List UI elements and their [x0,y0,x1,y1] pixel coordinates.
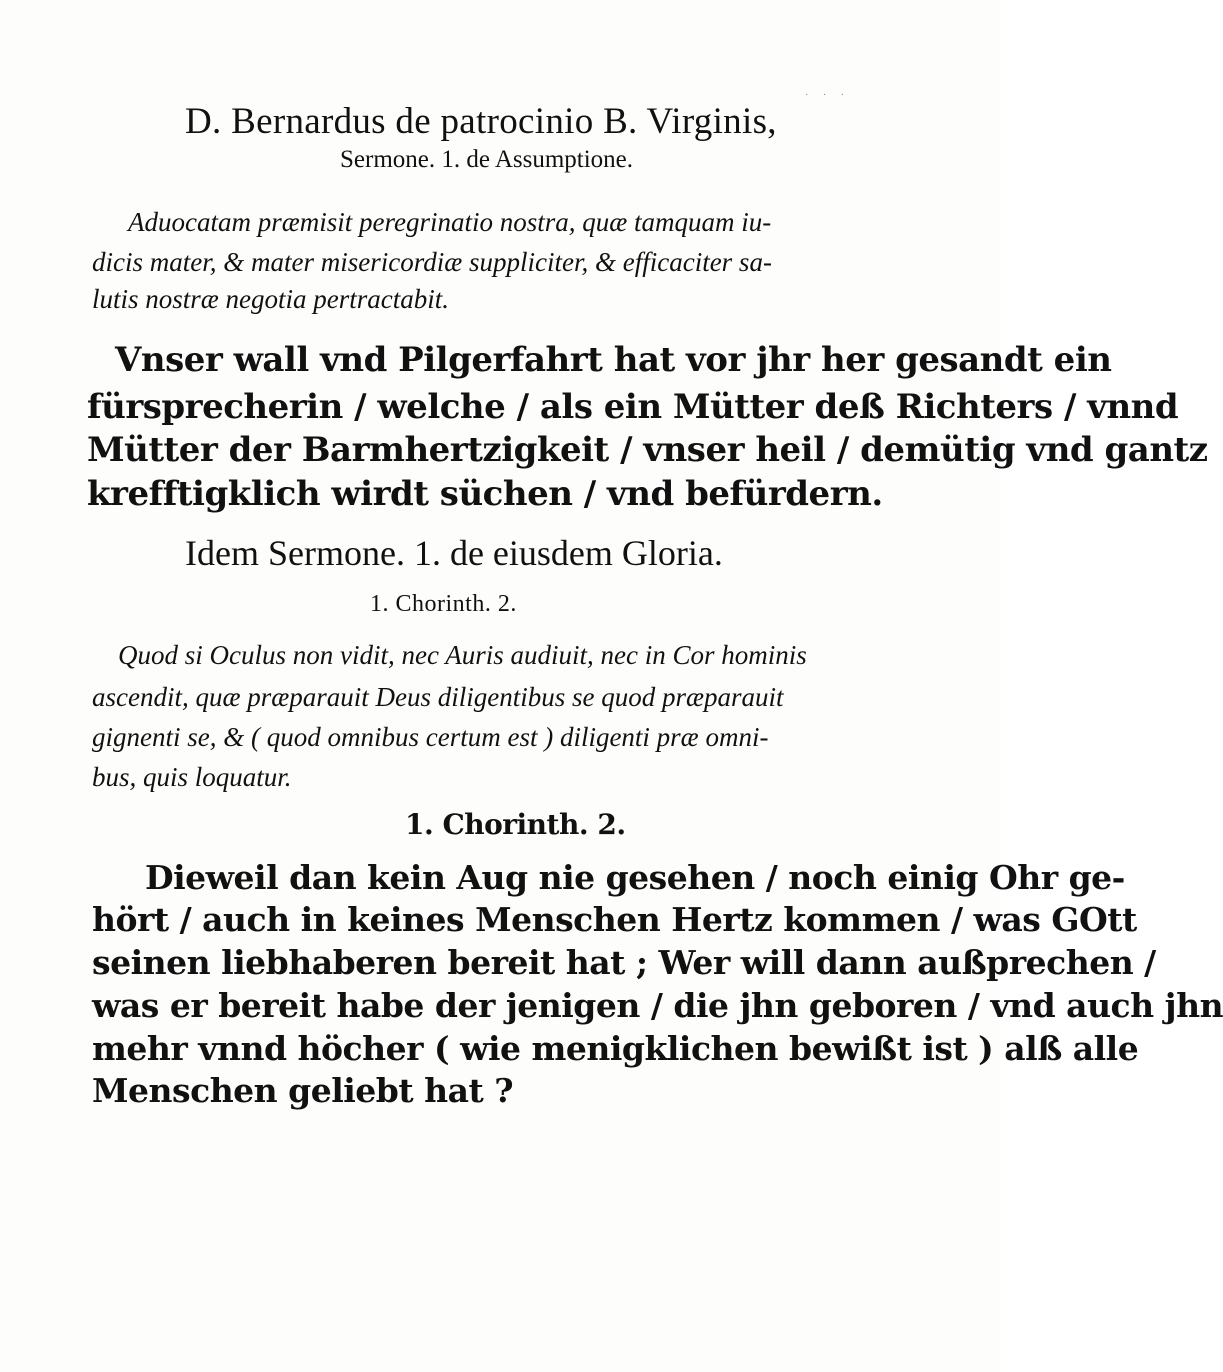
latin-line: ascendit, quæ præparauit Deus diligentibus se quod præparauit [92,682,784,712]
german-line: Menschen geliebt hat ? [92,1071,514,1110]
german-line: mehr vnnd höcher ( wie menigklichen bewißt ist ) alß alle [92,1029,1139,1068]
latin-line: bus, quis loquatur. [92,762,292,792]
latin-line: gignenti se, & ( quod omnibus certum est ) diligenti præ omni- [92,722,769,752]
latin-line: lutis nostræ negotia pertractabit. [92,284,450,314]
print-specks-decoration: · · · [805,90,850,101]
german-line: seinen liebhaberen bereit hat ; Wer will dann außprechen / [92,943,1156,982]
german-line: Mütter der Barmhertzigkeit / vnser heil / demütig vnd gantz [87,430,1208,470]
page-heading: D. Bernardus de patrocinio B. Virginis, [185,101,777,142]
latin-line: Aduocatam præmisit peregrinatio nostra, quæ tamquam iu- [128,207,772,237]
german-line: krefftigklich wirdt süchen / vnd befürdern. [87,474,883,514]
page-subheading: Sermone. 1. de Assumptione. [340,146,634,173]
scripture-reference: 1. Chorinth. 2. [370,591,517,617]
german-line: fürsprecherin / welche / als ein Mütter deß Richters / vnnd [87,387,1179,427]
latin-line: Quod si Oculus non vidit, nec Auris audiuit, nec in Cor hominis [118,640,807,670]
latin-line: dicis mater, & mater misericordiæ suppliciter, & efficaciter sa- [92,247,772,277]
german-scripture-reference: 1. Chorinth. 2. [405,808,626,841]
german-line: Vnser wall vnd Pilgerfahrt hat vor jhr her gesandt ein [115,340,1112,380]
section-heading: Idem Sermone. 1. de eiusdem Gloria. [185,533,723,573]
german-line: hört / auch in keines Menschen Hertz kommen / was GOtt [92,900,1137,939]
german-line: Dieweil dan kein Aug nie gesehen / noch einig Ohr ge- [145,858,1125,897]
german-line: was er bereit habe der jenigen / die jhn geboren / vnd auch jhn [92,986,1223,1025]
